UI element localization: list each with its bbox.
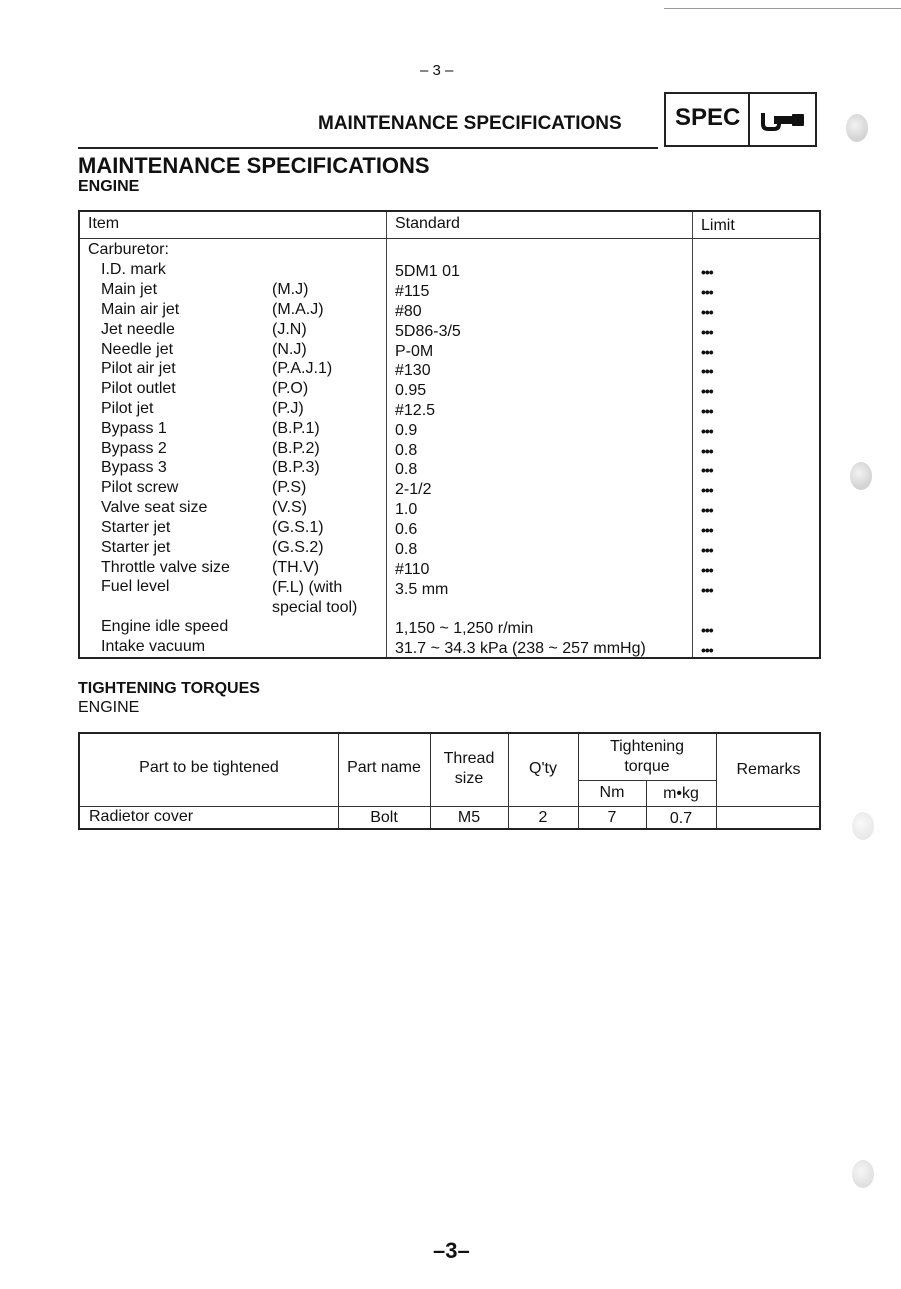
header-nm: Nm <box>599 784 625 801</box>
header-thread-line1: Thread <box>443 750 495 767</box>
top-page-number: – 3 – <box>420 62 454 79</box>
item-name: Pilot screw <box>101 479 179 496</box>
limit-value: ••• <box>701 403 713 419</box>
header-thread-line2: size <box>454 770 484 787</box>
item-abbr: (F.L) (with <box>272 579 343 596</box>
item-abbr: special tool) <box>272 599 358 616</box>
standard-value: #115 <box>395 283 430 300</box>
item-name: Jet needle <box>101 321 175 338</box>
standard-value: 0.8 <box>395 461 418 478</box>
limit-value: ••• <box>701 304 713 320</box>
item-abbr: (P.S) <box>272 479 307 496</box>
header-rule <box>78 147 658 149</box>
item-name: Main jet <box>101 281 158 298</box>
standard-value: #80 <box>395 303 422 320</box>
binder-hole-icon <box>846 114 868 142</box>
limit-value: ••• <box>701 423 713 439</box>
binder-hole-icon <box>852 812 874 840</box>
row-divider <box>578 780 716 781</box>
item-name: Starter jet <box>101 539 171 556</box>
standard-value: 0.6 <box>395 521 418 538</box>
standard-value: 1,150 ~ 1,250 r/min <box>395 620 534 637</box>
top-edge-rule <box>664 8 901 9</box>
header-part-name: Part name <box>347 759 421 776</box>
limit-value: ••• <box>701 363 713 379</box>
item-abbr: (P.J) <box>272 400 304 417</box>
item-abbr: (B.P.1) <box>272 420 320 437</box>
item-name: Bypass 2 <box>101 440 167 457</box>
header-divider <box>80 238 819 239</box>
item-name: Needle jet <box>101 341 174 358</box>
limit-value: ••• <box>701 542 713 558</box>
limit-value: ••• <box>701 264 713 280</box>
header-title: MAINTENANCE SPECIFICATIONS <box>318 113 622 134</box>
standard-value: 0.95 <box>395 382 427 399</box>
limit-value: ••• <box>701 622 713 638</box>
item-abbr: (M.A.J) <box>272 301 324 318</box>
standard-value: 2-1/2 <box>395 481 432 498</box>
limit-value: ••• <box>701 482 713 498</box>
standard-value: 0.9 <box>395 422 418 439</box>
standard-value: 5DM1 01 <box>395 263 460 280</box>
limit-value: ••• <box>701 642 713 658</box>
column-divider <box>386 212 387 657</box>
standard-value: P-0M <box>395 343 434 360</box>
item-name: I.D. mark <box>101 261 166 278</box>
item-name: Pilot jet <box>101 400 154 417</box>
tightening-torques-table <box>78 732 821 830</box>
item-name: Main air jet <box>101 301 180 318</box>
standard-value: 0.8 <box>395 442 418 459</box>
header-torque-line2: torque <box>624 758 670 775</box>
standard-value: #130 <box>395 362 431 379</box>
item-abbr: (B.P.2) <box>272 440 320 457</box>
limit-value: ••• <box>701 462 713 478</box>
limit-value: ••• <box>701 383 713 399</box>
limit-value: ••• <box>701 344 713 360</box>
limit-value: ••• <box>701 502 713 518</box>
item-name: Fuel level <box>101 578 170 595</box>
group-label: Carburetor: <box>88 241 169 258</box>
header-item: Item <box>88 215 120 232</box>
torques-heading: TIGHTENING TORQUES <box>78 680 260 697</box>
header-standard: Standard <box>395 215 460 232</box>
item-abbr: (V.S) <box>272 499 307 516</box>
limit-value: ••• <box>701 324 713 340</box>
page-title: MAINTENANCE SPECIFICATIONS <box>78 153 430 178</box>
header-torque-line1: Tightening <box>609 738 685 755</box>
section-heading: ENGINE <box>78 178 140 195</box>
cell-mkg: 0.7 <box>669 810 693 827</box>
header-mkg: m•kg <box>663 785 699 802</box>
binder-hole-icon <box>852 1160 874 1188</box>
item-abbr: (J.N) <box>272 321 307 338</box>
item-name: Bypass 1 <box>101 420 167 437</box>
limit-value: ••• <box>701 443 713 459</box>
item-abbr: (P.O) <box>272 380 309 397</box>
header-qty: Q'ty <box>529 760 557 777</box>
binder-hole-icon <box>850 462 872 490</box>
cell-nm: 7 <box>607 809 617 826</box>
spec-badge <box>664 92 817 147</box>
limit-value: ••• <box>701 562 713 578</box>
header-part: Part to be tightened <box>139 759 279 776</box>
column-divider <box>716 734 717 828</box>
limit-value: ••• <box>701 582 713 598</box>
item-abbr: (G.S.2) <box>272 539 324 556</box>
cell-part: Radietor cover <box>89 808 194 825</box>
header-remarks: Remarks <box>736 761 801 778</box>
spec-label: SPEC <box>675 104 741 131</box>
standard-value: #12.5 <box>395 402 436 419</box>
cell-qty: 2 <box>538 809 548 826</box>
item-abbr: (M.J) <box>272 281 309 298</box>
item-name: Bypass 3 <box>101 459 167 476</box>
item-name: Engine idle speed <box>101 618 229 635</box>
cell-part-name: Bolt <box>370 809 398 826</box>
standard-value: 1.0 <box>395 501 418 518</box>
standard-value: 3.5 mm <box>395 581 449 598</box>
standard-value: 0.8 <box>395 541 418 558</box>
limit-value: ••• <box>701 284 713 300</box>
torques-subheading: ENGINE <box>78 699 140 716</box>
item-name: Starter jet <box>101 519 171 536</box>
column-divider <box>692 212 693 657</box>
engine-spec-table <box>78 210 821 659</box>
page-number: –3– <box>433 1238 470 1263</box>
micrometer-icon <box>750 94 815 145</box>
standard-value: 31.7 ~ 34.3 kPa (238 ~ 257 mmHg) <box>395 640 646 657</box>
item-abbr: (G.S.1) <box>272 519 324 536</box>
item-abbr: (N.J) <box>272 341 307 358</box>
item-abbr: (TH.V) <box>272 559 320 576</box>
item-name: Intake vacuum <box>101 638 206 655</box>
item-name: Valve seat size <box>101 499 208 516</box>
header-limit: Limit <box>701 217 735 234</box>
item-name: Throttle valve size <box>101 559 230 576</box>
item-name: Pilot air jet <box>101 360 176 377</box>
item-name: Pilot outlet <box>101 380 176 397</box>
item-abbr: (B.P.3) <box>272 459 320 476</box>
standard-value: 5D86-3/5 <box>395 323 461 340</box>
limit-value: ••• <box>701 522 713 538</box>
standard-value: #110 <box>395 561 430 578</box>
cell-thread: M5 <box>457 809 481 826</box>
item-abbr: (P.A.J.1) <box>272 360 333 377</box>
